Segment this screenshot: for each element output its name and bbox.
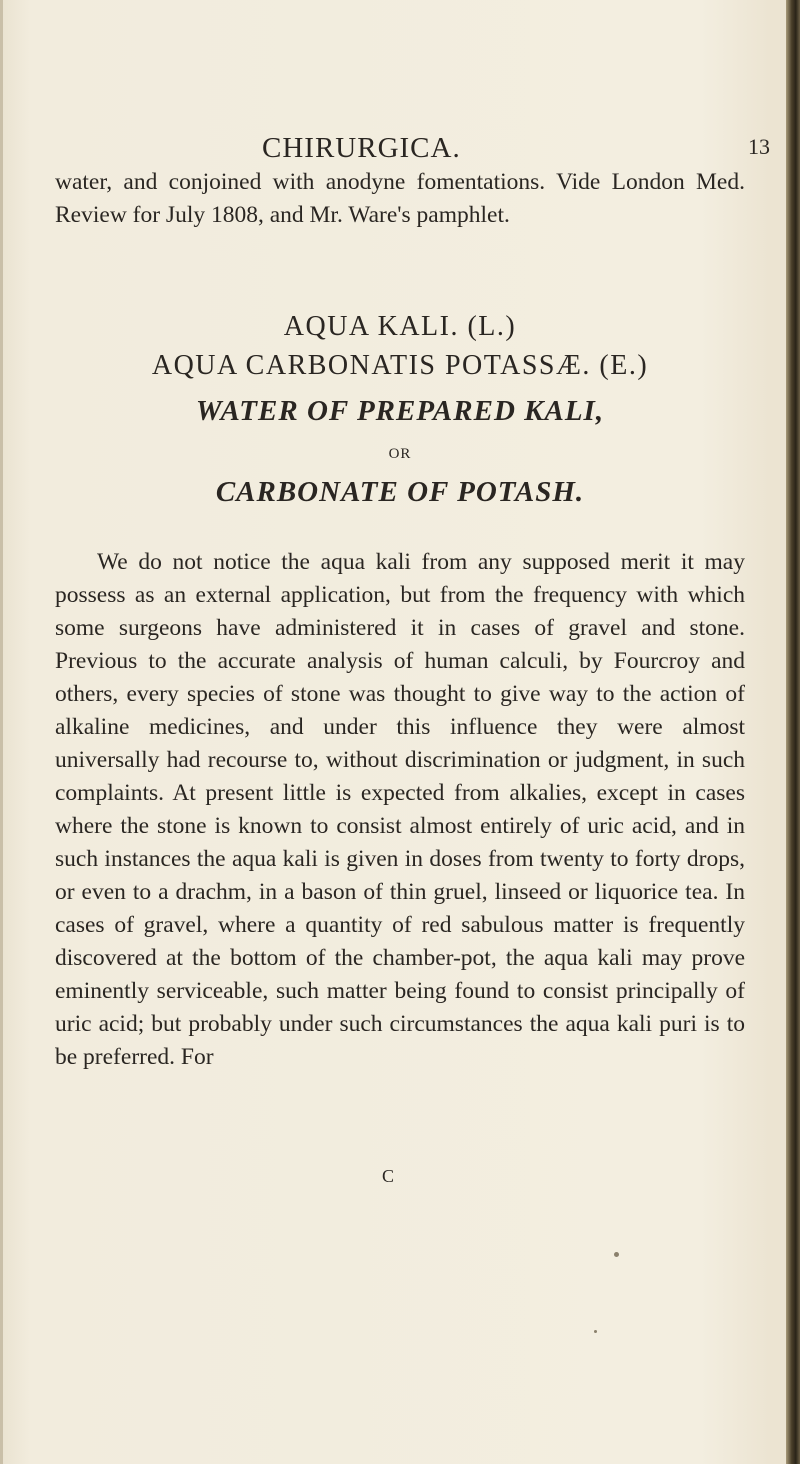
paper-speck [614, 1252, 619, 1257]
heading-aqua-carbonatis: AQUA CARBONATIS POTASSÆ. (E.) [151, 350, 649, 381]
paper-speck [594, 1330, 597, 1333]
heading-aqua-kali: AQUA KALI. (L.) [283, 311, 517, 342]
book-binding-edge [786, 0, 800, 1464]
heading-or: OR [388, 446, 412, 462]
paragraph-continued: water, and conjoined with anodyne fomentations. Vide London Med. Review for July 1808, and Mr. Ware's pamphlet. [55, 169, 745, 228]
running-head-title: CHIRURGICA. [262, 132, 461, 164]
running-head [0, 128, 800, 168]
page-left-edge [0, 0, 3, 1464]
body-paragraph: We do not notice the aqua kali from any supposed merit it may possess as an external application, but from the frequency with which some surgeons have administered it in cases of gravel and stone. Previous to the accurate analysis of human calculi, by Fourcroy and others, every species of stone was thought to give way to the action of alkaline medicines, and under this influence they were almost universally had recourse to, without discrimination or judgment, in such complaints. At present little is expected from alkalies, except in cases where the stone is known to consist almost entirely of uric acid, and in such instances the aqua kali is given in doses from twenty to forty drops, or even to a drachm, in a bason of thin gruel, linseed or liquorice tea. In cases of gravel, where a quantity of red sabulous matter is frequently discovered at the bottom of the chamber-pot, the aqua kali may prove eminently serviceable, such matter being found to consist principally of uric acid; but probably under such circumstances the aqua kali puri is to be preferred. For [55, 549, 745, 1070]
heading-carbonate-of-potash: CARBONATE OF POTASH. [215, 476, 585, 508]
heading-water-of-prepared-kali: WATER OF PREPARED KALI, [195, 395, 605, 427]
page-number: 13 [748, 134, 770, 159]
signature-mark: C [382, 1166, 395, 1186]
